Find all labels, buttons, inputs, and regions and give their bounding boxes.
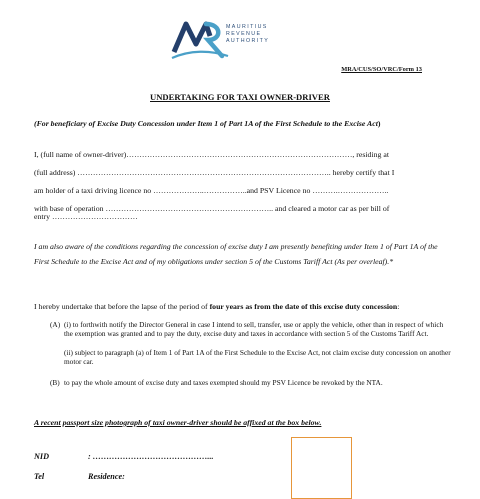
logo-line-3: AUTHORITY [226, 38, 270, 44]
undertaking-statement [34, 302, 399, 311]
base-of-operation-line[interactable]: with base of operation ……………………………………………………….. and cleared a motor car as per bill of [34, 204, 390, 213]
item-b-label: (B) [50, 378, 60, 387]
undertaking-prefix: I hereby undertake that before the lapse of the period of [34, 302, 210, 311]
bill-of-entry-line[interactable]: entry …………………………… [34, 212, 138, 221]
item-b-text: to pay the whole amount of excise duty and taxes exempted should my PSV Licence be revoked by the NTA. [64, 378, 383, 387]
nid-field[interactable]: : ……………………………………... [88, 452, 214, 461]
subtitle-text: (For beneficiary of Excise Duty Concession under Item 1 of Part 1A of the First Schedule to the Excise Act [34, 119, 378, 128]
licence-line[interactable]: am holder of a taxi driving licence no ………………..……………..and PSV Licence no ……….……………….. [34, 186, 389, 195]
subtitle-close: ) [377, 119, 381, 128]
document-title: UNDERTAKING FOR TAXI OWNER-DRIVER [150, 92, 330, 102]
tel-label: Tel [34, 472, 45, 481]
nid-label: NID [34, 452, 50, 461]
document-subtitle [34, 119, 380, 128]
passport-photo-box[interactable] [291, 437, 352, 499]
address-line[interactable]: (full address) …………………………………………………………………………………….. hereby certify that I [34, 168, 395, 177]
mra-logo-mark-icon [170, 16, 230, 62]
logo-wordmark [226, 24, 269, 45]
item-a-i: (i) to forthwith notify the Director General in case I intend to sell, transfer, use or apply the vehicle, other than in respect of which the exemption was granted and to pay the duty, excise duty and taxes in accordance with section 5 of the Customs Tariff Act. [64, 320, 444, 339]
undertaking-colon: : [397, 302, 400, 311]
item-a-ii: (ii) subject to paragraph (a) of Item 1 of Part 1A of the First Schedule to the Excise Act, not claim excise duty concession on another motor car. [64, 348, 451, 367]
item-a-label: (A) [50, 320, 61, 329]
awareness-paragraph: I am also aware of the conditions regarding the concession of excise duty I am presently benefiting under Item 1 of Part 1A of the First Schedule to the Excise Act and of my obligations under section 5 of the Customs Tariff Act (As per overleaf).* [34, 242, 438, 266]
mra-logo [170, 16, 310, 64]
owner-name-line[interactable]: I, (full name of owner-driver)……………………………………………………………………………, residing at [34, 150, 389, 159]
form-number: MRA/CUS/SO/VRC/Form 13 [341, 66, 422, 73]
logo-line-2: REVENUE [226, 31, 262, 37]
logo-line-1: MAURITIUS [226, 24, 268, 30]
tel-residence-label: Residence: [88, 472, 125, 481]
undertaking-period: four years as from the date of this excise duty concession [209, 302, 398, 311]
photo-instruction: A recent passport size photograph of taxi owner-driver should be affixed at the box below. [34, 418, 322, 427]
